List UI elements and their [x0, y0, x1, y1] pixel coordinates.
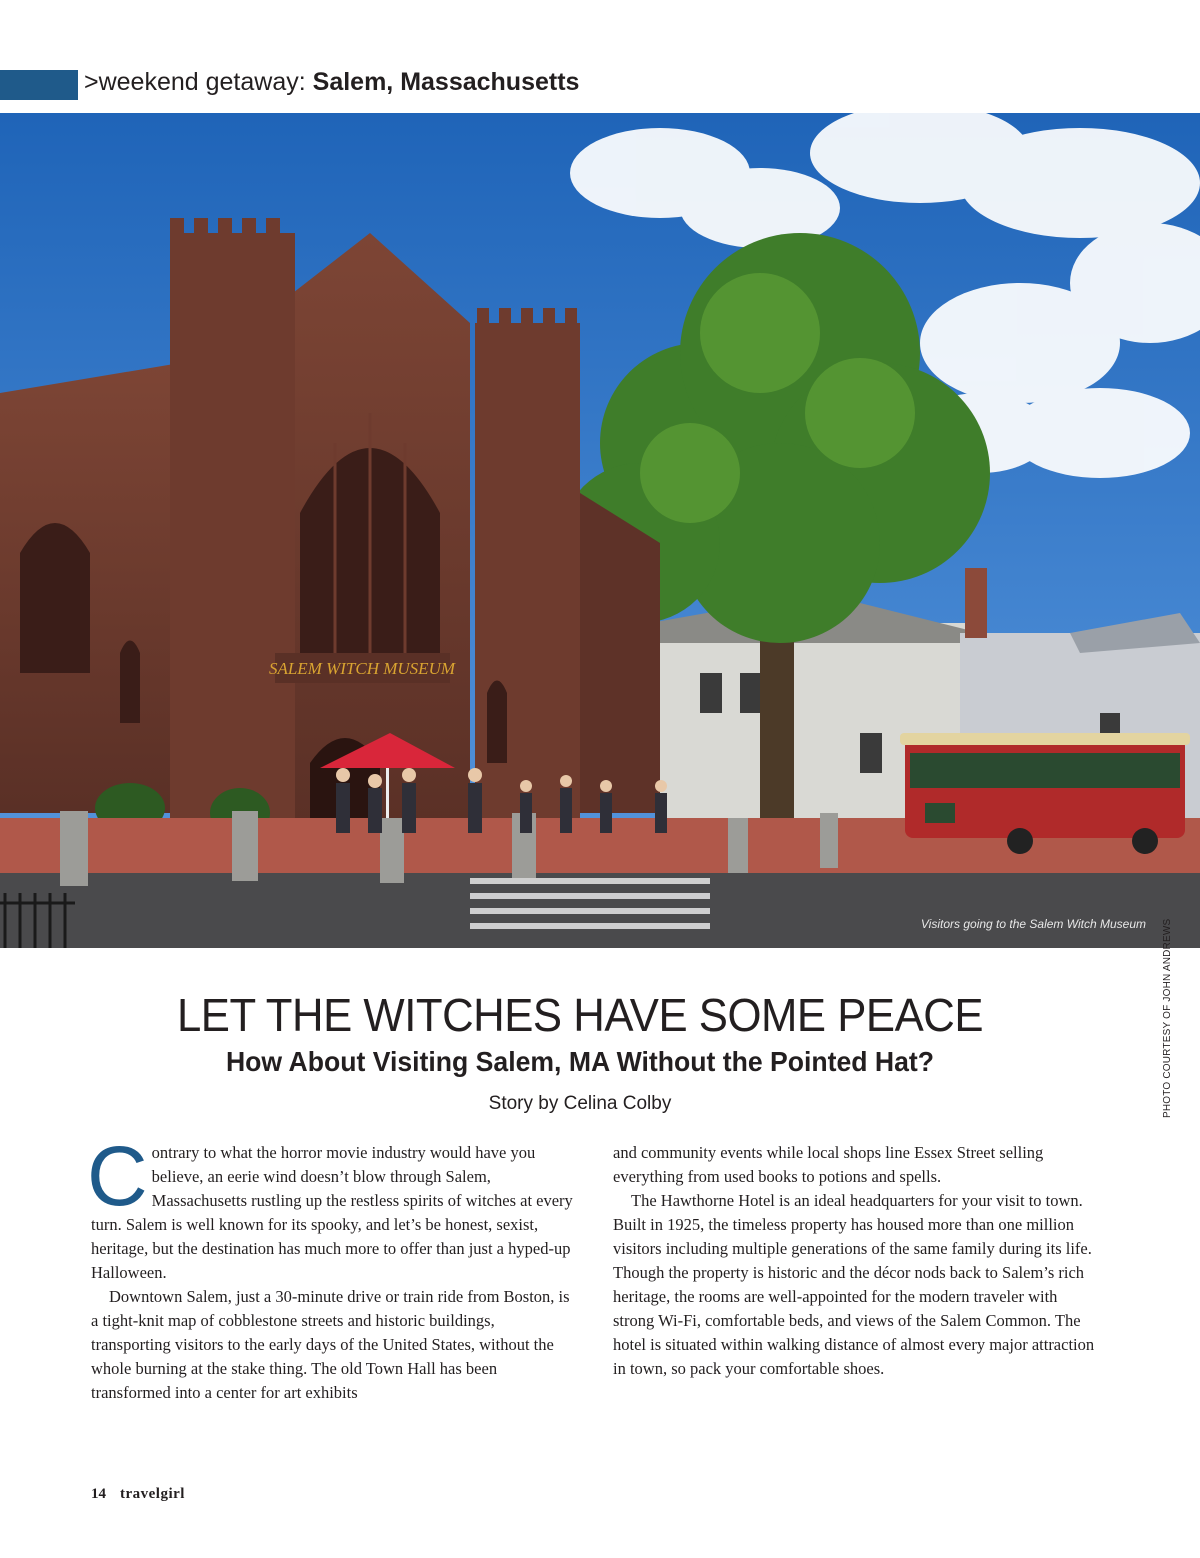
page-number: 14 [91, 1486, 106, 1502]
museum-sign: SALEM WITCH MUSEUM [268, 659, 456, 678]
article-column-right [613, 1141, 1099, 1381]
header-accent-bar [0, 70, 78, 100]
section-header [84, 68, 579, 97]
article-paragraph: Downtown Salem, just a 30-minute drive or train ride from Boston, is a tight-knit map of cobblestone streets and historic buildings, transporting visitors to the early days of the United States, without the whole burning at the stake thing. The old Town Hall has been transformed into a center for art exhibits [91, 1287, 570, 1402]
drop-cap: C [87, 1129, 148, 1223]
article-title: LET THE WITCHES HAVE SOME PEACE [176, 989, 984, 1041]
article-subtitle: How About Visiting Salem, MA Without the Pointed Hat? [225, 1046, 935, 1077]
photo-caption: Visitors going to the Salem Witch Museum [920, 917, 1146, 931]
photo-credit: PHOTO COURTESY OF JOHN ANDREWS [1162, 918, 1173, 1118]
section-place: Salem, Massachusetts [312, 68, 580, 96]
article-column-left [87, 1129, 577, 1405]
article-paragraph [87, 1129, 577, 1285]
article-byline: Story by Celina Colby [488, 1093, 672, 1114]
paragraph-text: ontrary to what the horror movie industry would have you believe, an eerie wind doesn’t blow through Salem, Massachusetts rustling up the restless spirits of witches at every turn. Salem is well known for its spooky, and let’s be honest, sexist, heritage, but the destination has much more to offer than just a hyped-up Halloween. [91, 1143, 573, 1282]
article-paragraph: The Hawthorne Hotel is an ideal headquarters for your visit to town. Built in 1925, the timeless property has housed more than one million visitors including multiple generations of the same family during its life. Though the property is historic and the décor nods back to Salem’s rich heritage, the rooms are well-appointed for the modern traveler with strong Wi-Fi, comfortable beds, and views of the Salem Common. The hotel is situated within walking distance of almost every major attraction in town, so pack your comfortable shoes. [613, 1191, 1095, 1378]
magazine-name: travelgirl [120, 1486, 185, 1502]
section-kicker: >weekend getaway: [84, 68, 313, 96]
article-paragraph: and community events while local shops line Essex Street selling everything from used books to potions and spells. [613, 1143, 1044, 1186]
page-footer [91, 1486, 185, 1503]
hero-photo [0, 113, 1200, 948]
